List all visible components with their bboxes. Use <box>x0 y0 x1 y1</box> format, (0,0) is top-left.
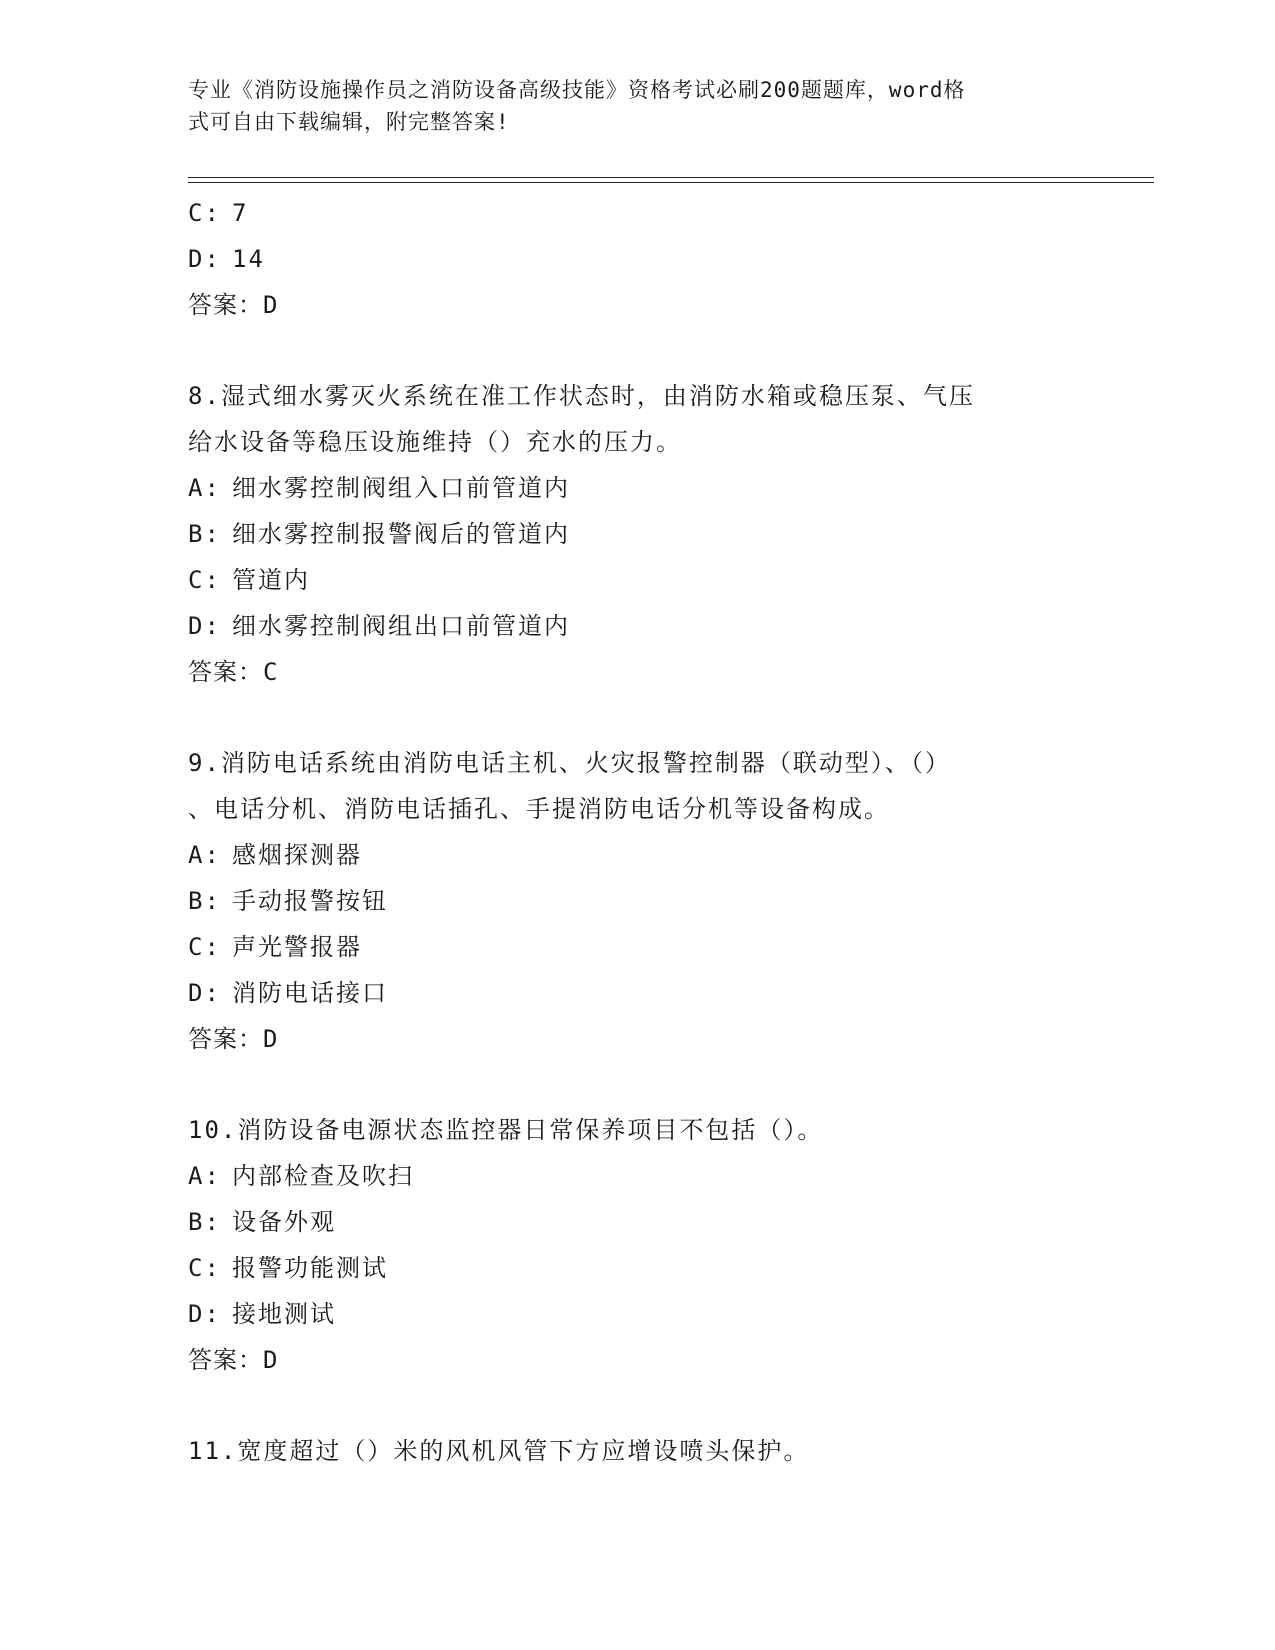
option-d <box>188 236 1148 282</box>
spacer <box>188 1383 1148 1428</box>
option-d <box>188 603 1148 649</box>
answer-line <box>188 649 1148 695</box>
option-text: 接地测试 <box>232 1300 336 1328</box>
question-stem-continued: 、电话分机、消防电话插孔、手提消防电话分机等设备构成。 <box>188 795 890 823</box>
option-label: A: <box>188 1162 221 1190</box>
header-line-2: 式可自由下载编辑，附完整答案! <box>188 110 510 134</box>
option-text: 报警功能测试 <box>232 1254 388 1282</box>
answer-line <box>188 1016 1148 1062</box>
option-c <box>188 190 1148 236</box>
option-b <box>188 511 1148 557</box>
option-label: D: <box>188 1300 221 1328</box>
option-text: 内部检查及吹扫 <box>232 1162 414 1190</box>
option-a <box>188 832 1148 878</box>
option-label: C: <box>188 933 221 961</box>
answer-label: 答案： <box>188 1025 263 1053</box>
question-stem: 8.湿式细水雾灭火系统在准工作状态时，由消防水箱或稳压泵、气压 <box>188 382 975 410</box>
option-c <box>188 1245 1148 1291</box>
option-label: A: <box>188 841 221 869</box>
document-header <box>188 74 1068 138</box>
header-line-1: 专业《消防设施操作员之消防设备高级技能》资格考试必刷200题题库，word格 <box>188 78 966 102</box>
option-c <box>188 924 1148 970</box>
spacer <box>188 695 1148 740</box>
option-text: 感烟探测器 <box>232 841 362 869</box>
answer-line <box>188 1337 1148 1383</box>
answer-label: 答案： <box>188 658 263 686</box>
question-stem: 11.宽度超过（）米的风机风管下方应增设喷头保护。 <box>188 1437 810 1465</box>
spacer <box>188 1062 1148 1107</box>
option-label: D: <box>188 245 221 273</box>
option-label: A: <box>188 474 221 502</box>
question-7-tail <box>188 190 1148 328</box>
header-divider-top <box>188 177 1154 178</box>
option-a <box>188 465 1148 511</box>
option-label: D: <box>188 612 221 640</box>
question-stem: 10.消防设备电源状态监控器日常保养项目不包括（）。 <box>188 1116 824 1144</box>
option-d <box>188 1291 1148 1337</box>
option-text: 细水雾控制阀组出口前管道内 <box>232 612 570 640</box>
answer-value: D <box>263 291 279 319</box>
question-list <box>188 190 1148 1474</box>
option-b <box>188 1199 1148 1245</box>
option-text: 管道内 <box>232 566 310 594</box>
question-8 <box>188 373 1148 695</box>
answer-label: 答案： <box>188 1346 263 1374</box>
option-text: 细水雾控制阀组入口前管道内 <box>232 474 570 502</box>
option-c <box>188 557 1148 603</box>
question-9 <box>188 740 1148 1062</box>
option-label: C: <box>188 1254 221 1282</box>
question-stem: 9.消防电话系统由消防电话主机、火灾报警控制器（联动型）、（） <box>188 749 951 777</box>
answer-value: C <box>263 658 279 686</box>
option-text: 7 <box>232 199 249 227</box>
answer-label: 答案： <box>188 291 263 319</box>
option-label: B: <box>188 1208 221 1236</box>
option-text: 声光警报器 <box>232 933 362 961</box>
option-label: C: <box>188 199 221 227</box>
answer-value: D <box>263 1025 279 1053</box>
question-11 <box>188 1428 1148 1474</box>
option-text: 手动报警按钮 <box>232 887 388 915</box>
answer-value: D <box>263 1346 279 1374</box>
option-label: B: <box>188 520 221 548</box>
option-text: 设备外观 <box>232 1208 336 1236</box>
option-d <box>188 970 1148 1016</box>
option-label: C: <box>188 566 221 594</box>
option-text: 14 <box>232 245 265 273</box>
option-label: D: <box>188 979 221 1007</box>
option-text: 消防电话接口 <box>232 979 388 1007</box>
option-label: B: <box>188 887 221 915</box>
option-a <box>188 1153 1148 1199</box>
question-10 <box>188 1107 1148 1383</box>
option-b <box>188 878 1148 924</box>
question-stem-continued: 给水设备等稳压设施维持（）充水的压力。 <box>188 428 682 456</box>
answer-line <box>188 282 1148 328</box>
spacer <box>188 328 1148 373</box>
option-text: 细水雾控制报警阀后的管道内 <box>232 520 570 548</box>
header-divider-bottom <box>188 182 1154 183</box>
